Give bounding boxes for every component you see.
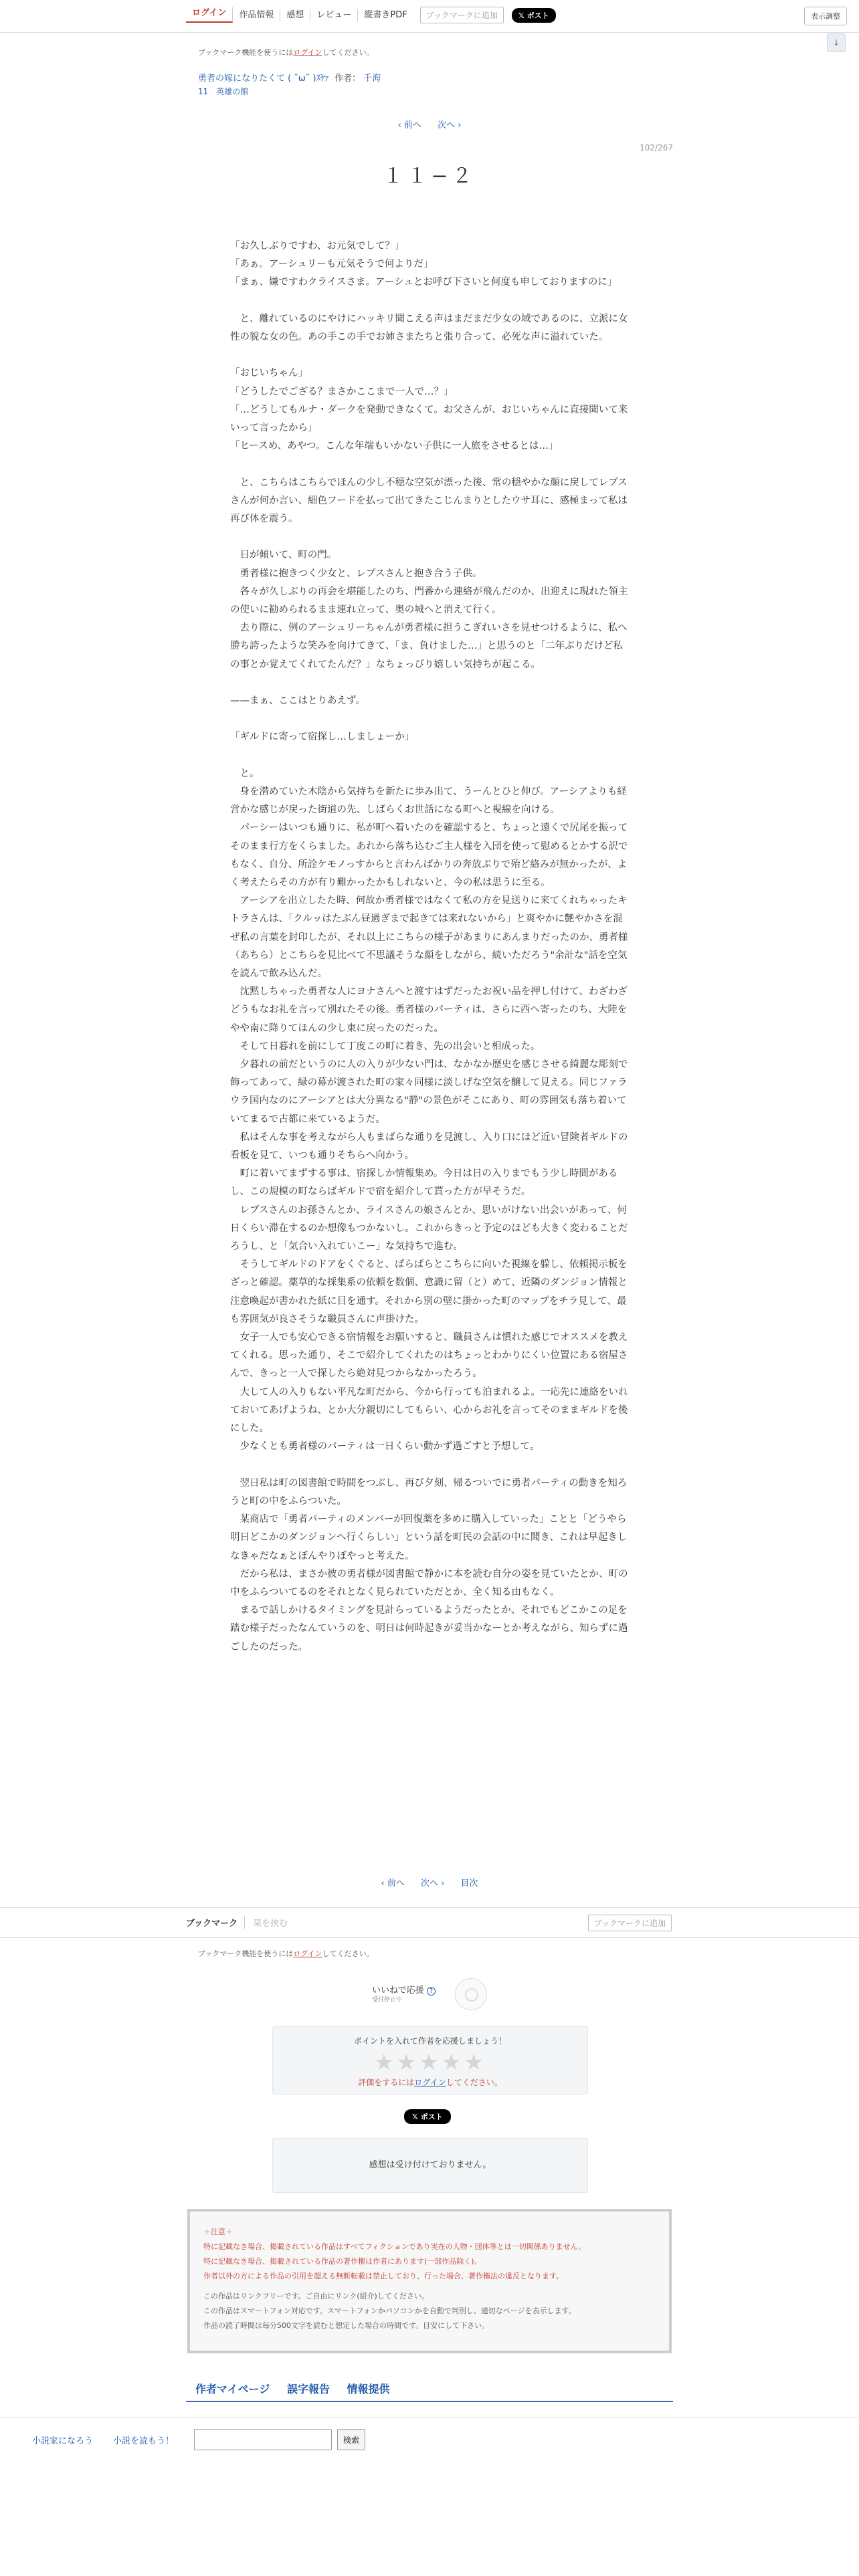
body-paragraph: 「…どうしてもルナ・ダークを発動できなくて。お父さんが、おじいちゃんに直接聞いて来いって言ったから」 [230, 404, 628, 433]
body-paragraph: そして日暮れを前にして丁度この町に着き、先の出会いと相成った。 [230, 1041, 541, 1052]
author-links [195, 2381, 403, 2396]
author-label: 作者： [335, 74, 361, 84]
vertical-pdf-link[interactable]: 縦書きPDF [364, 9, 407, 20]
body-paragraph: 沈黙しちゃった勇者な人にヨナさんへと渡すはずだったお祝い品を押し付けて、わざわざどうもなお礼を言って別れたその後。勇者様のパーティは、さらに西へ寄ったのち、大陸をやや南に降りてほんの少し東に戻ったのだった。 [230, 986, 628, 1034]
caution-line: 作者以外の方による作品の引用を超える無断転載は禁止しており、行った場合、著作権法の違反となります。 [203, 2272, 564, 2280]
read-position-tab[interactable]: 栞を挟む [253, 1919, 288, 1929]
body-paragraph: 去り際に、例のアーシュリーちゃんが勇者様に担うこぎれいさを見せつけるように、私へ勝ち誇ったような笑みを向けてきて、「ま、負けました…」と思うのと「二年ぶりだけど私の事とか覚えてくれてたんだ？」なちょっぴり嬉しい気持ちが起こる。 [230, 623, 628, 670]
yomou-link[interactable]: 小説を読もう！ [113, 2436, 175, 2446]
divider [0, 2417, 859, 2418]
caution-line: 特に記載なき場合、掲載されている作品はすべてフィクションであり実在の人物・団体等とは一切関係ありません。 [203, 2242, 586, 2251]
caution-line: この作品はリンクフリーです。ご自由にリンク(紹介)してください。 [203, 2292, 429, 2300]
body-paragraph: まるで話しかけるタイミングを見計らっているようだったとか、それでもどこかこの足を踏む様子だったなんていうのを、明日は何時起きが妥当かなーとか考えながら、知らずに過ごしたのだった。 [230, 1605, 628, 1652]
impression-box: 感想は受け付けておりません。 [272, 2138, 588, 2193]
rating-login-notice: 評価をするにはログインしてください。 [358, 2078, 502, 2087]
rating-title: ポイントを入れて作者を応援しましょう！ [353, 2036, 506, 2046]
body-paragraph: と、離れているのにやけにハッキリ聞こえる声はまだまだ少女の域であるのに、立派に女性の貌な女の色。あの手この手でお姉さまたちと張り合って、必死な声に溢れていた。 [230, 313, 628, 342]
notice-login-link-bottom[interactable]: ログイン [293, 1949, 322, 1958]
notice-text-suffix: してください。 [322, 48, 374, 57]
review-link[interactable]: レビュー [310, 9, 358, 21]
chapter-title: １１−２ [383, 165, 476, 188]
info-icon: ? [427, 1987, 436, 1996]
body-paragraph: 「ギルドに寄って宿探し…しましょーか」 [230, 732, 415, 743]
body-paragraph: パーシーはいつも通りに、私が町へ着いたのを確認すると、ちょっと遠くで尻尾を振ってそのまま行方をくらました。あれから落ち込むご主人様を入団を使って慰めるとかする訳でもなく、自分、所詮ケモノっすからと言わんばかりの奔放ぶりで殆ど絡みが無かったが、よく考えたらその方が有り難かったかもしれないと、今の私は思うに至る。 [230, 823, 628, 888]
body-paragraph: 各々が久しぶりの再会を堪能したのち、門番から連絡が飛んだのか、出迎えに現れた領主の使いに勧められるまま連れ立って、奥の城へと消えて行く。 [230, 586, 628, 615]
notice-text-suffix: してください。 [322, 1949, 374, 1958]
favorite-status: 受付停止中 [372, 1997, 403, 2004]
x-post-button-bottom[interactable]: 𝕏 ポスト [404, 2109, 451, 2124]
caution-head: ＋注意＋ [203, 2228, 233, 2236]
body-paragraph: ——まぁ、ここはとりあえず。 [230, 695, 365, 706]
series-title-link[interactable]: 勇者の嫁になりたくて ( ˘ω˘ )ｽﾔｧ [198, 74, 329, 84]
scroll-down-icon[interactable]: ↓ [827, 33, 846, 52]
body-paragraph: レプスさんのお孫さんとか、ライスさんの娘さんとか、思いがけない出会いがあって、何日くらい滞在するのか想像もつかないし。これからきっと予定のほども大きく変わることだろうし、と「気合い入れていこー」な気持ちで進む。 [230, 1204, 628, 1253]
body-paragraph: 「どうしたでござる？まさかここまで一人で…？」 [230, 386, 454, 397]
body-paragraph [230, 346, 629, 364]
add-bookmark-button[interactable]: ブックマークに追加 [420, 7, 504, 23]
body-paragraph [230, 747, 629, 765]
impressions-link[interactable]: 感想 [280, 9, 310, 21]
work-info-link[interactable]: 作品情報 [233, 9, 280, 21]
top-pager [0, 118, 859, 130]
syosetu-link[interactable]: 小説家になろう [32, 2436, 94, 2446]
body-paragraph [230, 528, 629, 546]
favorite-label: いいねで応援 ? [372, 1983, 436, 1996]
body-paragraph: だから私は、まさか彼の勇者様が図書館で静かに本を読む自分の姿を見ていたとか、町の中をふらついてるのをそれとなく見られていただとか、全く知る由もなく。 [230, 1568, 628, 1598]
top-navigation-bar [0, 0, 859, 33]
body-paragraph [230, 1457, 629, 1475]
rating-stars[interactable]: ★★★★★ [374, 2049, 486, 2075]
bookmark-login-notice [198, 47, 374, 58]
bookmark-bar [0, 1907, 859, 1938]
body-paragraph: 夕暮れの前だというのに人の入りが少ない門は、なかなか歴史を感じさせる綺麗な彫刻で飾ってあって、緑の幕が渡された町の家々同様に淡しげな空気を醸して見える。同じファラウラ国内なのにアーシアとは大分異なる"静"の景色がそこにあり、町の雰囲気も落ち着いていてまるで古都に来ているようだ。 [230, 1059, 628, 1125]
chapter-label: 11 英雄の館 [198, 87, 249, 96]
author-link[interactable]: 千海 [363, 74, 381, 84]
body-paragraph [230, 710, 629, 728]
author-mypage-link[interactable]: 作者マイページ [195, 2383, 270, 2395]
body-paragraph: 身を潜めていた木陰から気持ちを新たに歩み出て、うーんとひと伸び。アーシアよりも経営かな感じが戻った街道の先、しばらくお世話になる町へと視線を向ける。 [230, 786, 627, 816]
novel-body [230, 237, 629, 1656]
add-bookmark-button-bottom[interactable]: ブックマークに追加 [588, 1915, 672, 1931]
rating-login-link[interactable]: ログイン [414, 2078, 446, 2087]
caution-box [187, 2209, 672, 2353]
body-paragraph: 某商店で「勇者パーティのメンバーが回復薬を多めに購入していった」ことと「どうやら明日どこかのダンジョンへ行くらしい」という話を町民の会話の中に聞き、これは早起きしなきゃだなぁとぼんやりぼやっと考えた。 [230, 1514, 628, 1562]
toc-link[interactable]: 目次 [460, 1879, 478, 1889]
next-link-bottom[interactable]: 次へ › [420, 1879, 445, 1889]
series-header [198, 71, 381, 84]
body-paragraph: 「あぁ。アーシュリーも元気そうで何よりだ」 [230, 259, 434, 270]
favorite-heart-icon[interactable] [455, 1978, 487, 2010]
body-paragraph: 私はそんな事を考えながら人もまばらな通りを見渡し、入り口にほど近い冒険者ギルドの看板を見て、いつも通りそちらへ向かう。 [230, 1132, 628, 1162]
bottom-pager [0, 1876, 859, 1889]
body-paragraph [230, 455, 629, 473]
display-settings-button[interactable]: 表示調整 [804, 7, 847, 25]
search-button[interactable]: 検索 [337, 2429, 365, 2450]
body-paragraph: 「ヒースめ、あやつ。こんな年端もいかない子供に一人旅をさせるとは…」 [230, 441, 559, 452]
divider [186, 2401, 673, 2402]
top-menu [186, 7, 556, 23]
search-input[interactable] [194, 2429, 332, 2450]
caution-line: 作品の読了時間は毎分500文字を読むと想定した場合の時間です。目安にして下さい。 [203, 2321, 490, 2330]
body-paragraph: 「お久しぶりですわ、お元気でして？」 [230, 241, 405, 251]
body-paragraph [230, 292, 629, 310]
bookmark-login-notice-bottom [198, 1948, 374, 1959]
body-paragraph: 少なくとも勇者様のパーティは一日くらい動かず過ごすと予想して。 [230, 1441, 540, 1453]
bookmark-tab[interactable]: ブックマーク [186, 1916, 245, 1929]
prev-link[interactable]: ‹ 前へ [397, 120, 421, 130]
body-paragraph: 日が傾いて、町の門。 [230, 550, 337, 561]
caution-line: この作品はスマートフォン対応です。スマートフォンかパソコンかを自動で判別し、適切なページを表示します。 [203, 2306, 576, 2315]
next-link[interactable]: 次へ › [438, 120, 462, 130]
body-paragraph [230, 674, 629, 692]
body-paragraph: そうしてギルドのドアをくぐると、ぱらぱらとこちらに向いた視線を躱し、依頼掲示板をざっと確認。薬草的な採集系の依頼を数個、意識に留（と）めて、近隣のダンジョン情報と注意喚起が書かれた紙に目を通す。それから別の壁に掛かった町のマップをチラ見して、最も雰囲気が良さそうな職員さんに声掛けた。 [230, 1259, 628, 1325]
notice-text: ブックマーク機能を使うには [198, 1949, 294, 1958]
body-paragraph: 「おじいちゃん」 [230, 368, 308, 379]
body-paragraph: 「まぁ、嫌ですわクライスさま。アーシュとお呼び下さいと何度も申しておりますのに」 [230, 277, 617, 288]
login-link[interactable]: ログイン [186, 7, 233, 23]
body-paragraph: 翌日私は町の図書館で時間をつぶし、再び夕刻、帰るついでに勇者パーティの動きを知ろうと町の中をふらついた。 [230, 1477, 628, 1507]
caution-line: 特に記載なき場合、掲載されている作品の著作権は作者にあります(一部作品除く)。 [203, 2257, 482, 2266]
page-count: 102/267 [640, 143, 673, 152]
body-paragraph: アーシアを出立したた時、何故か勇者様ではなくて私の方を見送りに来てくれちゃったキトラさんは、「クルッはたぶん昼過ぎまで起きては来れないから」と爽やかに艶やかさを混ぜ私の言葉を封印したが、それ以上にこちらの様子があまりにあんまりだったのか、勇者様（あちら）とこちらを見比べて不思議そうな顔をしながら、続いただろう"余計な"話を空気を読んで飲み込んだ。 [230, 895, 628, 980]
body-paragraph: と。 [230, 768, 260, 779]
body-paragraph: と、こちらはこちらでほんの少し不穏な空気が漂った後、常の穏やかな顔に戻してレプスさんが何か言い、細色フードを払って出てきたこじんまりとしたウサ耳に、感極まって私は再び体を震う。 [230, 477, 628, 524]
body-paragraph: 勇者様に抱きつく少女と、レプスさんと抱き合う子供。 [230, 568, 482, 579]
typo-report-link[interactable]: 誤字報告 [286, 2383, 330, 2395]
notice-text: ブックマーク機能を使うには [198, 48, 294, 57]
rating-box [272, 2026, 588, 2095]
body-paragraph: 大して人の入りもない平凡な町だから、今から行っても泊まれるよ。一応先に連絡をいれておいてあげようね、とか大分親切にしてもらい、心からお礼を言ってそのままギルドを後にした。 [230, 1386, 628, 1434]
x-post-button[interactable]: 𝕏 ポスト [512, 8, 556, 23]
bottom-navigation [32, 2429, 365, 2450]
body-paragraph: 町に着いてまずする事は、宿探しか情報集め。今日は日の入りまでもう少し時間があるし、この規模の町ならばギルドで宿を紹介して貰った方が早そうだ。 [230, 1168, 618, 1198]
prev-link-bottom[interactable]: ‹ 前へ [381, 1879, 405, 1889]
body-paragraph: 女子一人でも安心できる宿情報をお願いすると、職員さんは慣れた感じでオススメを教えてくれる。思った通り、そこで紹介してくれたのはちょっとわかりにくい位置にある宿屋さんで、きっと一人で探したら絶対見つからなかったろう。 [230, 1332, 628, 1380]
notice-login-link[interactable]: ログイン [293, 48, 322, 57]
info-provide-link[interactable]: 情報提供 [347, 2383, 390, 2395]
